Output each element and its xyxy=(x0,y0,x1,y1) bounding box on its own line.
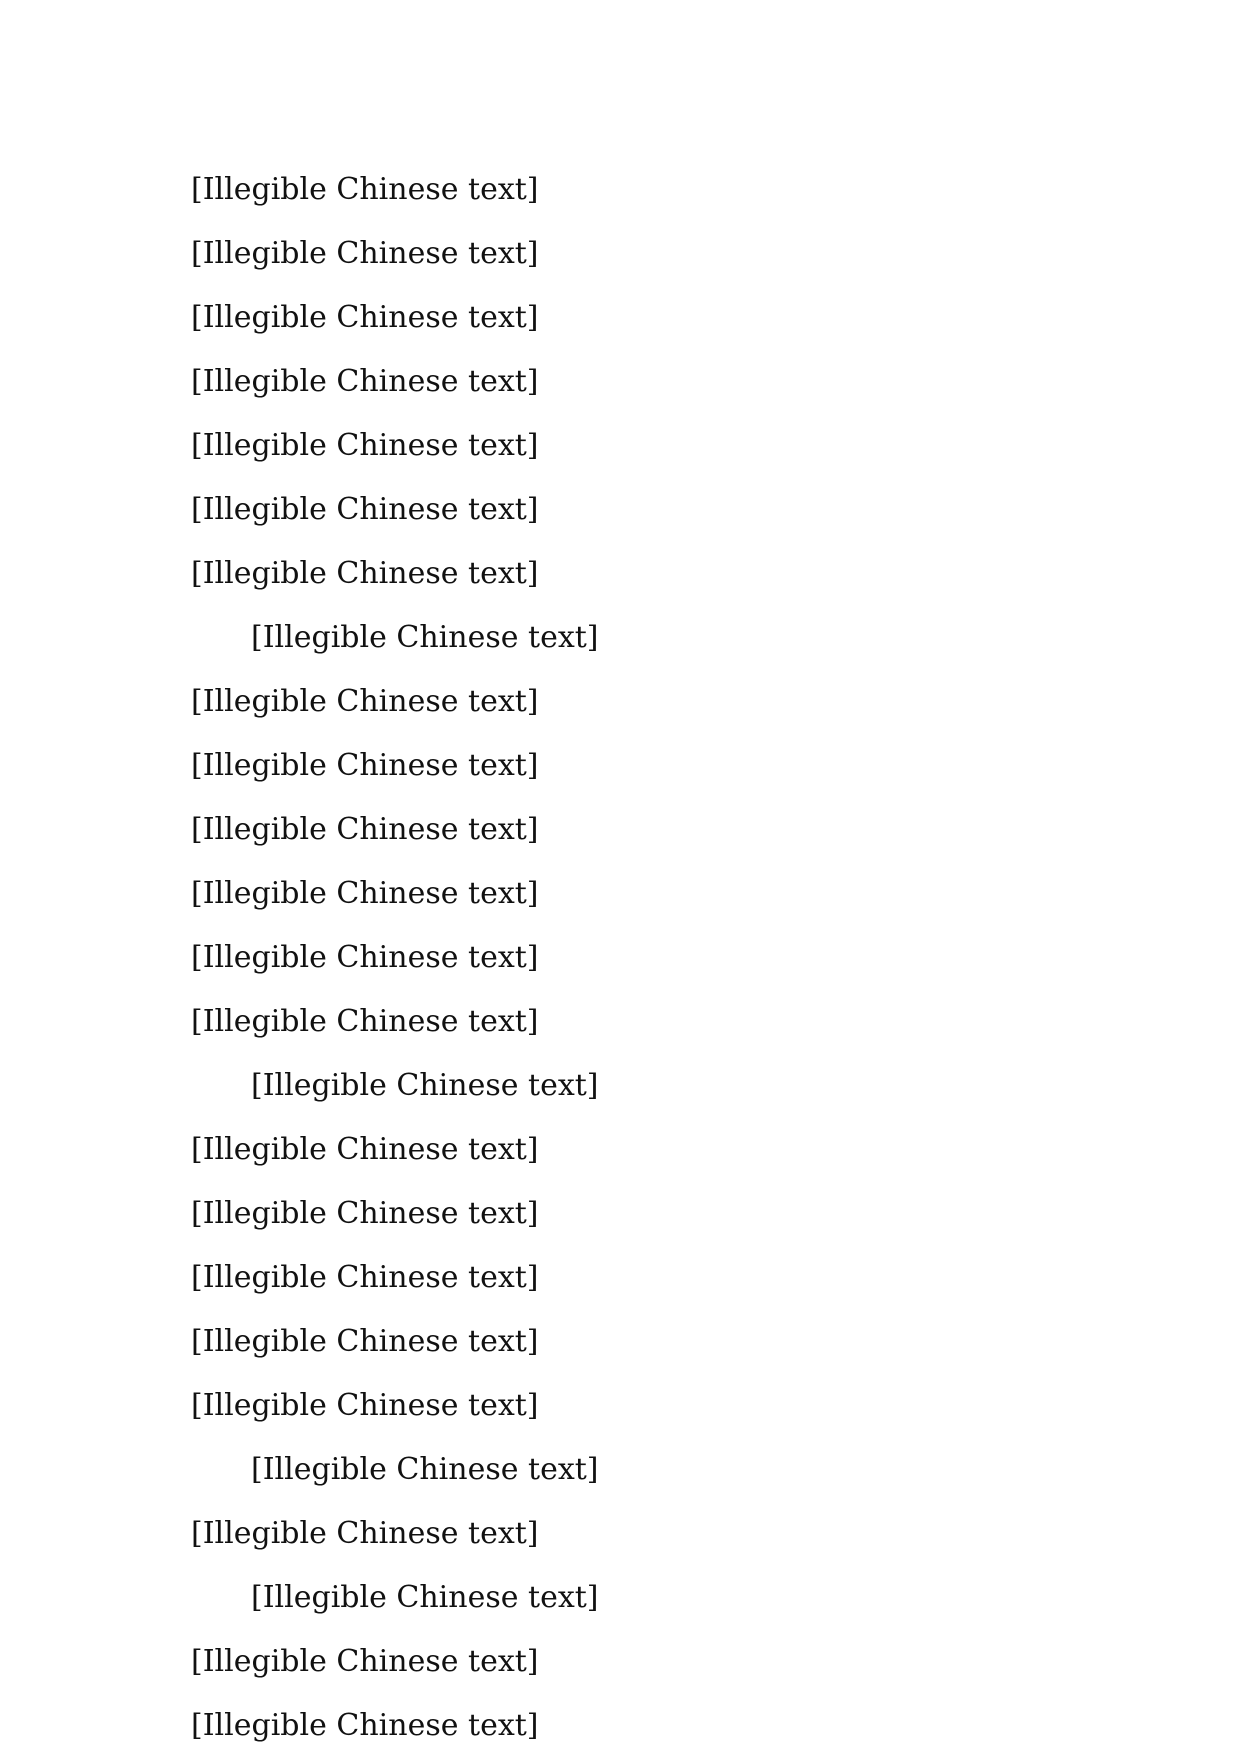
paragraph-1-line-6: [Illegible Chinese text] xyxy=(191,492,539,527)
paragraph-1-line-7: [Illegible Chinese text] xyxy=(191,556,539,591)
paragraph-1-line-2: [Illegible Chinese text] xyxy=(191,236,539,271)
paragraph-2-line-7: [Illegible Chinese text] xyxy=(191,1004,539,1039)
paragraph-4-line-1: [Illegible Chinese text] xyxy=(251,1452,599,1487)
paragraph-3-line-4: [Illegible Chinese text] xyxy=(191,1260,539,1295)
paragraph-4-line-2: [Illegible Chinese text] xyxy=(191,1516,539,1551)
paragraph-1-line-4: [Illegible Chinese text] xyxy=(191,364,539,399)
paragraph-3-line-3: [Illegible Chinese text] xyxy=(191,1196,539,1231)
paragraph-2-line-6: [Illegible Chinese text] xyxy=(191,940,539,975)
paragraph-2-line-3: [Illegible Chinese text] xyxy=(191,748,539,783)
paragraph-2-line-4: [Illegible Chinese text] xyxy=(191,812,539,847)
paragraph-3-line-1: [Illegible Chinese text] xyxy=(251,1068,599,1103)
paragraph-2-line-2: [Illegible Chinese text] xyxy=(191,684,539,719)
paragraph-2-line-1: [Illegible Chinese text] xyxy=(251,620,599,655)
paragraph-3-line-2: [Illegible Chinese text] xyxy=(191,1132,539,1167)
paragraph-3-line-5: [Illegible Chinese text] xyxy=(191,1324,539,1359)
paragraph-1-line-1: [Illegible Chinese text] xyxy=(191,172,539,207)
paragraph-3-line-6: [Illegible Chinese text] xyxy=(191,1388,539,1423)
paragraph-5-line-3: [Illegible Chinese text] xyxy=(191,1708,539,1743)
document-body xyxy=(191,158,1071,1758)
paragraph-5-line-1: [Illegible Chinese text] xyxy=(251,1580,599,1615)
paragraph-5-line-2: [Illegible Chinese text] xyxy=(191,1644,539,1679)
paragraph-1-line-5: [Illegible Chinese text] xyxy=(191,428,539,463)
paragraph-2-line-5: [Illegible Chinese text] xyxy=(191,876,539,911)
paragraph-1-line-3: [Illegible Chinese text] xyxy=(191,300,539,335)
